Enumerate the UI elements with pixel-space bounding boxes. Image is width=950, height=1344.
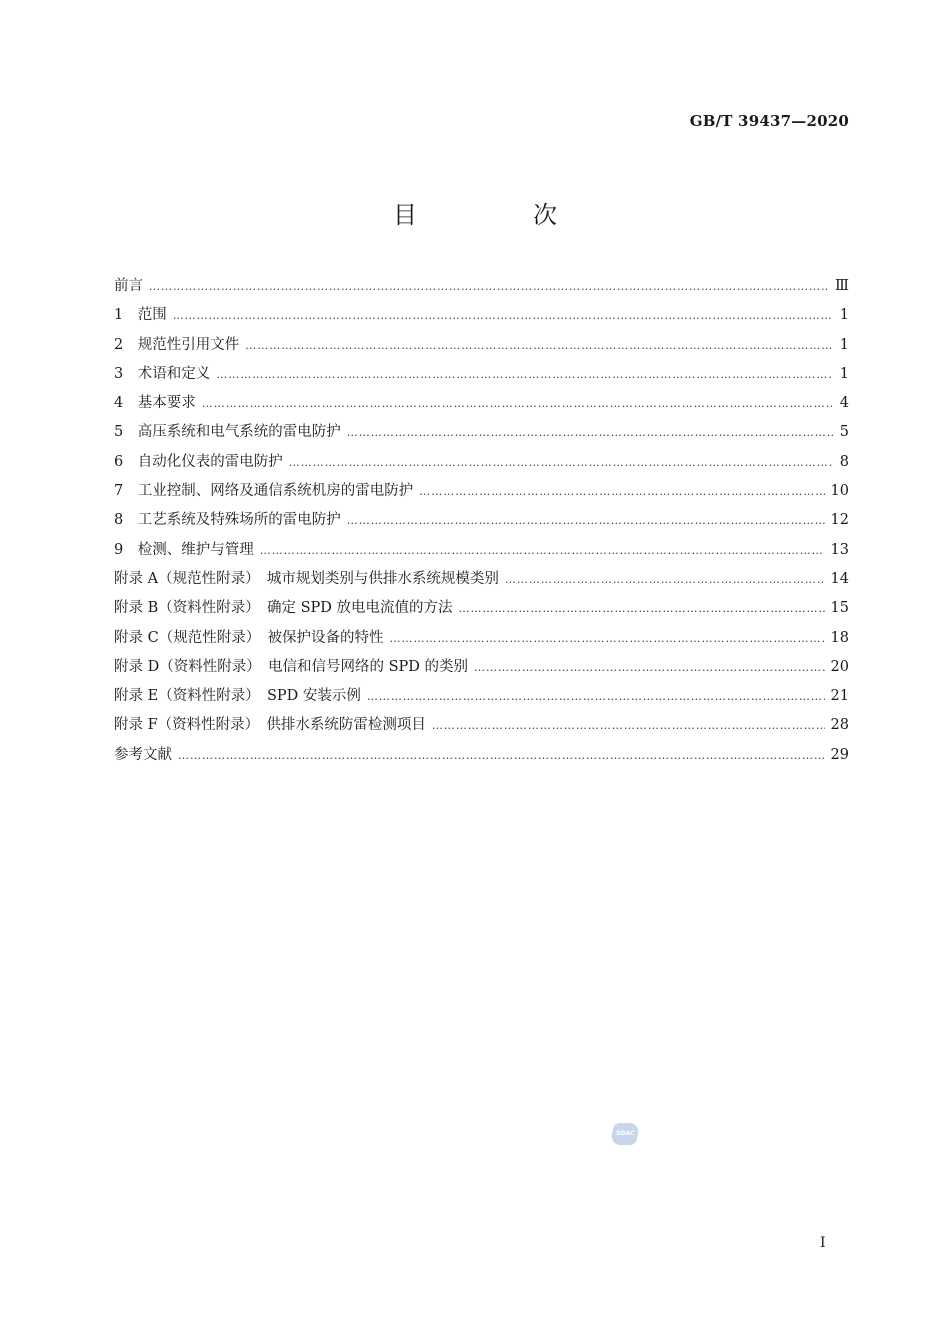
toc-entry[interactable] xyxy=(114,418,849,447)
toc-leader-dots xyxy=(173,301,833,330)
toc-leader-dots xyxy=(347,506,825,535)
toc-entry-page: 5 xyxy=(839,424,849,441)
toc-leader-dots xyxy=(419,477,824,506)
toc-entry-page: 15 xyxy=(830,600,849,617)
toc-entry[interactable] xyxy=(114,741,849,770)
toc-entry-label: 附录 E（资料性附录） SPD 安装示例 xyxy=(114,688,361,705)
toc-leader-dots xyxy=(459,594,825,623)
toc-entry[interactable] xyxy=(114,624,849,653)
toc-leader-dots xyxy=(245,331,833,360)
page-number: I xyxy=(820,1235,826,1251)
toc-entry-page: 12 xyxy=(830,512,849,529)
toc-entry-page: 1 xyxy=(839,336,849,353)
toc-entry-label: 参考文献 xyxy=(114,746,172,763)
toc-entry-page: Ⅲ xyxy=(835,278,849,294)
toc-entry[interactable] xyxy=(114,331,849,360)
toc-entry[interactable] xyxy=(114,477,849,506)
toc-entry[interactable] xyxy=(114,653,849,682)
table-of-contents xyxy=(114,272,849,770)
toc-entry-label: 附录 A（规范性附录） 城市规划类别与供排水系统规模类别 xyxy=(114,570,499,587)
toc-entry-label: 6 自动化仪表的雷电防护 xyxy=(114,453,283,470)
toc-entry[interactable] xyxy=(114,594,849,623)
toc-entry[interactable] xyxy=(114,272,849,301)
toc-leader-dots xyxy=(347,418,833,447)
toc-leader-dots xyxy=(289,448,833,477)
standard-code: GB/T 39437—2020 xyxy=(689,112,849,130)
toc-leader-dots xyxy=(216,360,833,389)
toc-leader-dots xyxy=(178,741,825,770)
toc-entry-label: 2 规范性引用文件 xyxy=(114,336,240,353)
toc-leader-dots xyxy=(149,272,829,301)
page-title: 目 次 xyxy=(393,201,603,229)
toc-leader-dots xyxy=(432,711,825,740)
toc-entry-label: 1 范围 xyxy=(114,307,167,324)
toc-leader-dots xyxy=(260,536,825,565)
toc-leader-dots xyxy=(367,682,825,711)
toc-entry-page: 28 xyxy=(830,717,849,734)
toc-entry[interactable] xyxy=(114,389,849,418)
toc-entry-label: 附录 C（规范性附录） 被保护设备的特性 xyxy=(114,629,384,646)
toc-entry[interactable] xyxy=(114,360,849,389)
toc-entry-page: 13 xyxy=(830,541,849,558)
toc-entry[interactable] xyxy=(114,301,849,330)
toc-entry-page: 10 xyxy=(830,483,849,500)
toc-entry-label: 8 工艺系统及特殊场所的雷电防护 xyxy=(114,512,341,529)
toc-entry-label: 9 检测、维护与管理 xyxy=(114,541,254,558)
toc-entry[interactable] xyxy=(114,536,849,565)
toc-entry-label: 7 工业控制、网络及通信系统机房的雷电防护 xyxy=(114,483,414,500)
toc-entry-label: 附录 F（资料性附录） 供排水系统防雷检测项目 xyxy=(114,717,426,734)
toc-entry-page: 8 xyxy=(839,453,849,470)
toc-leader-dots xyxy=(505,565,825,594)
toc-entry-page: 18 xyxy=(830,629,849,646)
toc-entry-label: 附录 D（资料性附录） 电信和信号网络的 SPD 的类别 xyxy=(114,658,469,675)
toc-entry-label: 附录 B（资料性附录） 确定 SPD 放电电流值的方法 xyxy=(114,600,453,617)
toc-leader-dots xyxy=(202,389,833,418)
toc-entry[interactable] xyxy=(114,506,849,535)
toc-entry[interactable] xyxy=(114,448,849,477)
toc-entry[interactable] xyxy=(114,682,849,711)
toc-entry-label: 4 基本要求 xyxy=(114,395,196,412)
watermark-logo: SDAC xyxy=(610,1123,641,1145)
toc-entry-label: 前言 xyxy=(114,278,143,294)
toc-entry-label: 3 术语和定义 xyxy=(114,365,211,382)
toc-entry-page: 21 xyxy=(830,688,849,705)
toc-entry-page: 1 xyxy=(839,307,849,324)
toc-entry-page: 4 xyxy=(839,395,849,412)
toc-entry-page: 29 xyxy=(830,746,849,763)
toc-entry-label: 5 高压系统和电气系统的雷电防护 xyxy=(114,424,341,441)
toc-entry-page: 14 xyxy=(830,570,849,587)
toc-leader-dots xyxy=(474,653,825,682)
toc-entry[interactable] xyxy=(114,711,849,740)
toc-entry-page: 20 xyxy=(830,658,849,675)
toc-entry[interactable] xyxy=(114,565,849,594)
toc-leader-dots xyxy=(389,624,824,653)
toc-entry-page: 1 xyxy=(839,365,849,382)
